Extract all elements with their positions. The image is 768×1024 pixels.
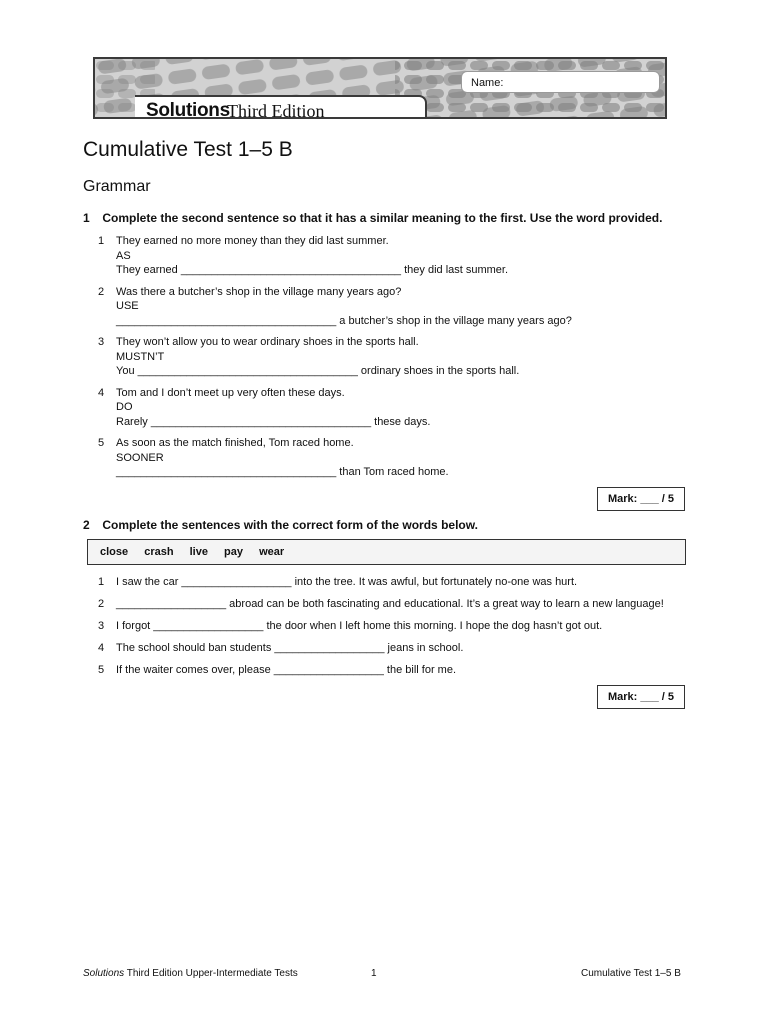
list-item bbox=[98, 386, 572, 430]
list-item bbox=[98, 285, 572, 329]
item-key-word: AS bbox=[116, 249, 131, 262]
exercise-number: 1 bbox=[83, 211, 90, 225]
item-number: 4 bbox=[98, 386, 105, 399]
item-original-sentence: As soon as the match finished, Tom raced home. bbox=[116, 437, 354, 449]
item-number: 4 bbox=[98, 642, 105, 654]
brand-logo bbox=[135, 95, 427, 119]
brand-name: Solutions bbox=[146, 100, 230, 119]
list-item bbox=[98, 436, 572, 480]
exercise-1-items bbox=[98, 234, 572, 487]
word-bank-item: live bbox=[189, 546, 208, 558]
instruction-text: Complete the second sentence so that it has a similar meaning to the first. Use the word provided. bbox=[102, 211, 663, 225]
item-number: 2 bbox=[98, 285, 105, 298]
word-bank-item: close bbox=[100, 546, 129, 558]
list-item bbox=[98, 663, 664, 677]
exercise-number: 2 bbox=[83, 518, 90, 532]
section-heading: Grammar bbox=[83, 178, 151, 195]
item-original-sentence: They won’t allow you to wear ordinary shoes in the sports hall. bbox=[116, 336, 419, 348]
list-item bbox=[98, 575, 664, 589]
item-sentence[interactable]: __________________ abroad can be both fascinating and educational. It’s a great way to learn a new language! bbox=[116, 598, 664, 610]
list-item bbox=[98, 335, 572, 379]
item-answer-line[interactable]: They earned ____________________________________ they did last summer. bbox=[116, 264, 509, 276]
list-item bbox=[98, 641, 664, 655]
page-title: Cumulative Test 1–5 B bbox=[83, 138, 293, 161]
footer-left bbox=[83, 968, 298, 979]
item-key-word: DO bbox=[116, 401, 133, 413]
item-number: 3 bbox=[98, 336, 105, 348]
item-number: 2 bbox=[98, 598, 105, 610]
name-field[interactable] bbox=[461, 71, 660, 93]
mark-box-exercise-1: Mark: ___ / 5 bbox=[597, 487, 685, 511]
mark-box-exercise-2: Mark: ___ / 5 bbox=[597, 685, 685, 709]
item-sentence[interactable]: If the waiter comes over, please __________________ the bill for me. bbox=[116, 664, 457, 676]
word-bank-item: crash bbox=[144, 546, 174, 558]
footer-series-rest: Third Edition Upper-Intermediate Tests bbox=[124, 968, 298, 979]
exercise-1-instruction bbox=[83, 211, 662, 225]
item-original-sentence: Was there a butcher’s shop in the village many years ago? bbox=[116, 285, 402, 298]
list-item bbox=[98, 597, 664, 611]
exercise-2-instruction bbox=[83, 518, 478, 532]
item-original-sentence: They earned no more money than they did last summer. bbox=[116, 235, 389, 247]
item-sentence[interactable]: I forgot __________________ the door when I left home this morning. I hope the dog hasn’t got out. bbox=[116, 620, 603, 632]
list-item bbox=[98, 234, 572, 278]
item-key-word: MUSTN’T bbox=[116, 350, 165, 363]
exercise-2-items bbox=[98, 575, 664, 685]
item-answer-line[interactable]: Rarely ____________________________________ these days. bbox=[116, 415, 431, 428]
item-number: 1 bbox=[98, 576, 105, 588]
item-number: 3 bbox=[98, 620, 105, 632]
item-number: 5 bbox=[98, 664, 105, 676]
word-bank bbox=[87, 539, 686, 565]
item-key-word: SOONER bbox=[116, 451, 164, 464]
page-number: 1 bbox=[371, 968, 377, 979]
item-sentence[interactable]: The school should ban students __________________ jeans in school. bbox=[116, 642, 464, 654]
list-item bbox=[98, 619, 664, 633]
item-key-word: USE bbox=[116, 300, 139, 312]
footer-right: Cumulative Test 1–5 B bbox=[581, 968, 681, 979]
footer-series: Solutions bbox=[83, 968, 125, 979]
item-answer-line[interactable]: You ____________________________________ ordinary shoes in the sports hall. bbox=[116, 365, 520, 377]
brand-edition: Third Edition bbox=[227, 101, 325, 119]
item-original-sentence: Tom and I don’t meet up very often these days. bbox=[116, 386, 345, 399]
word-bank-item: pay bbox=[224, 546, 244, 558]
name-label: Name: bbox=[471, 77, 504, 89]
item-number: 5 bbox=[98, 437, 105, 449]
word-bank-item: wear bbox=[259, 546, 285, 558]
item-sentence[interactable]: I saw the car __________________ into the tree. It was awful, but fortunately no-one was hurt. bbox=[116, 576, 578, 588]
instruction-text: Complete the sentences with the correct form of the words below. bbox=[102, 518, 478, 532]
item-answer-line[interactable]: ____________________________________ than Tom raced home. bbox=[116, 466, 449, 478]
item-answer-line[interactable]: ____________________________________ a butcher’s shop in the village many years ago? bbox=[116, 314, 572, 327]
item-number: 1 bbox=[98, 235, 105, 247]
header-banner bbox=[93, 57, 667, 119]
